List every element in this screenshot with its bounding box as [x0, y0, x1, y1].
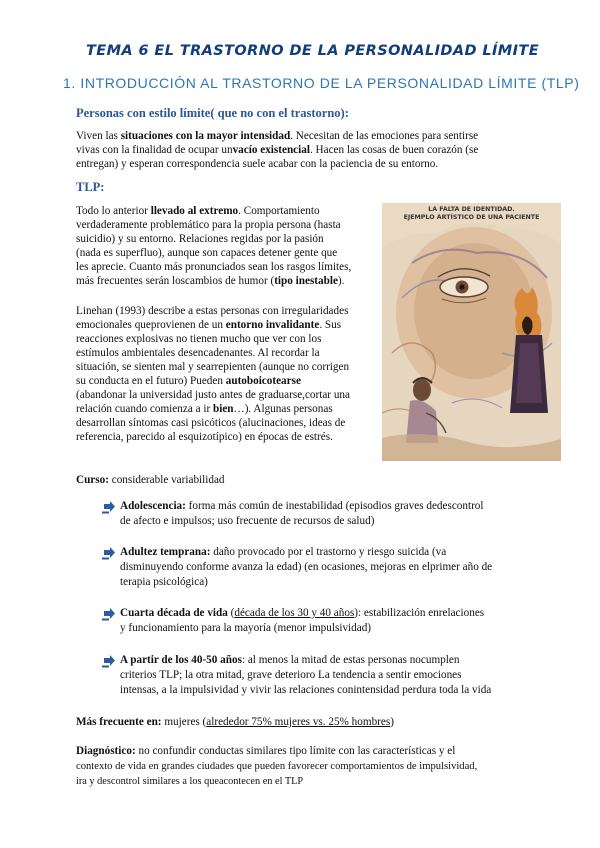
text-line: más frecuentes serán loscambios de humor (tipo inestable). — [76, 275, 345, 287]
text-line: relación cuando comienza a ir bien…). Algunas personas — [76, 403, 333, 415]
document-title: TEMA 6 EL TRASTORNO DE LA PERSONALIDAD LÍMITE — [86, 43, 539, 59]
text-line: situación, se sienten mal y searrepienten (aunque no corrigen — [76, 361, 350, 373]
patient-artwork-figure — [382, 203, 561, 461]
curso-line: Curso: considerable variabilidad — [76, 474, 225, 486]
text-line: les aprecie. Cuanto más pronunciados sean los rasgos límites, — [76, 261, 352, 273]
arrow-bullet-icon — [102, 607, 116, 621]
text-line: (abandonar la universidad justo antes de graduarse,cortar una — [76, 389, 350, 401]
text-line: Viven las situaciones con la mayor intensidad. Necesitan de las emociones para sentirse — [76, 130, 479, 142]
personas-heading: Personas con estilo límite( que no con el trastorno): — [76, 106, 349, 120]
figure-caption: LA FALTA DE IDENTIDAD. EJEMPLO ARTÍSTICO DE UNA PACIENTE — [403, 206, 540, 221]
text-line: referencia, parecido al esquizotípico) en épocas de estrés. — [76, 431, 333, 443]
mas-frecuente-line: Más frecuente en: mujeres (alrededor 75% mujeres vs. 25% hombres) — [76, 716, 394, 728]
curso-item-adolescencia: Adolescencia: forma más común de inestabilidad (episodios graves dedescontrol de afecto e impulsos; uso frecuente de recursos de salud) — [120, 500, 484, 527]
text-line: verdaderamente problemático para la propia persona (hasta — [76, 219, 341, 231]
curso-item-40-50: A partir de los 40-50 años: al menos la mitad de estas personas nocumplen criterios TLP; la otra mitad, grave deterioro La tendencia a sentir emociones intensas, a la impulsividad y vivir las relaciones conintensidad perdura toda la vida — [120, 654, 492, 696]
text-line: desarrollan síntomas casi psicóticos (alucinaciones, ideas de — [76, 417, 346, 429]
text-line: vivas con la finalidad de ocupar unvacío existencial. Hacen las cosas de buen corazón (se — [76, 144, 479, 156]
text-line: Linehan (1993) describe a estas personas con irregularidades — [76, 305, 349, 317]
text-line: su conducta en el futuro) Pueden autoboicotearse — [76, 375, 301, 387]
curso-item-adultez: Adultez temprana: daño provocado por el trastorno y riesgo suicida (va disminuyendo conforme avanza la edad) (en ocasiones, mejoras en elprimer año de terapia psicológica) — [120, 546, 493, 588]
text-line: reacciones explosivas no tienen mucho que ver con los — [76, 333, 322, 345]
arrow-bullet-icon — [102, 654, 116, 668]
arrow-bullet-icon — [102, 546, 116, 560]
text-line: emocionales queprovienen de un entorno invalidante. Sus — [76, 319, 342, 331]
text-line: Todo lo anterior llevado al extremo. Comportamiento — [76, 205, 320, 217]
tlp-paragraph-2 — [76, 304, 374, 444]
curso-item-cuarta-decada: Cuarta década de vida (década de los 30 y 40 años): estabilización enrelaciones y funcionamiento para la mayoría (menor impulsividad) — [120, 607, 485, 634]
diagnostico-paragraph: Diagnóstico: no confundir conductas similares tipo límite con las características y el contexto de vida en grandes ciudades que pueden favorecer comportamientos de impulsividad, ira y descontrol similares a los queacontecen en el TLP — [76, 745, 478, 787]
text-line: (nada es superfluo), aunque son capaces detener gente que — [76, 247, 338, 259]
section-heading: 1. INTRODUCCIÓN AL TRASTORNO DE LA PERSONALIDAD LÍMITE (TLP) — [63, 75, 580, 91]
tlp-paragraph-1 — [76, 204, 374, 288]
arrow-bullet-icon — [102, 500, 116, 514]
tlp-heading: TLP: — [76, 180, 105, 194]
text-line: suicidio) y su entorno. Relaciones regidas por la pasión — [76, 233, 324, 245]
personas-paragraph — [76, 129, 576, 171]
text-line: estímulos ambientales desencadenantes. Al recordar la — [76, 347, 320, 359]
artwork-illustration — [382, 203, 561, 461]
text-line: entregan) y esperan correspondencia suele acabar con la paciencia de su entorno. — [76, 158, 439, 170]
